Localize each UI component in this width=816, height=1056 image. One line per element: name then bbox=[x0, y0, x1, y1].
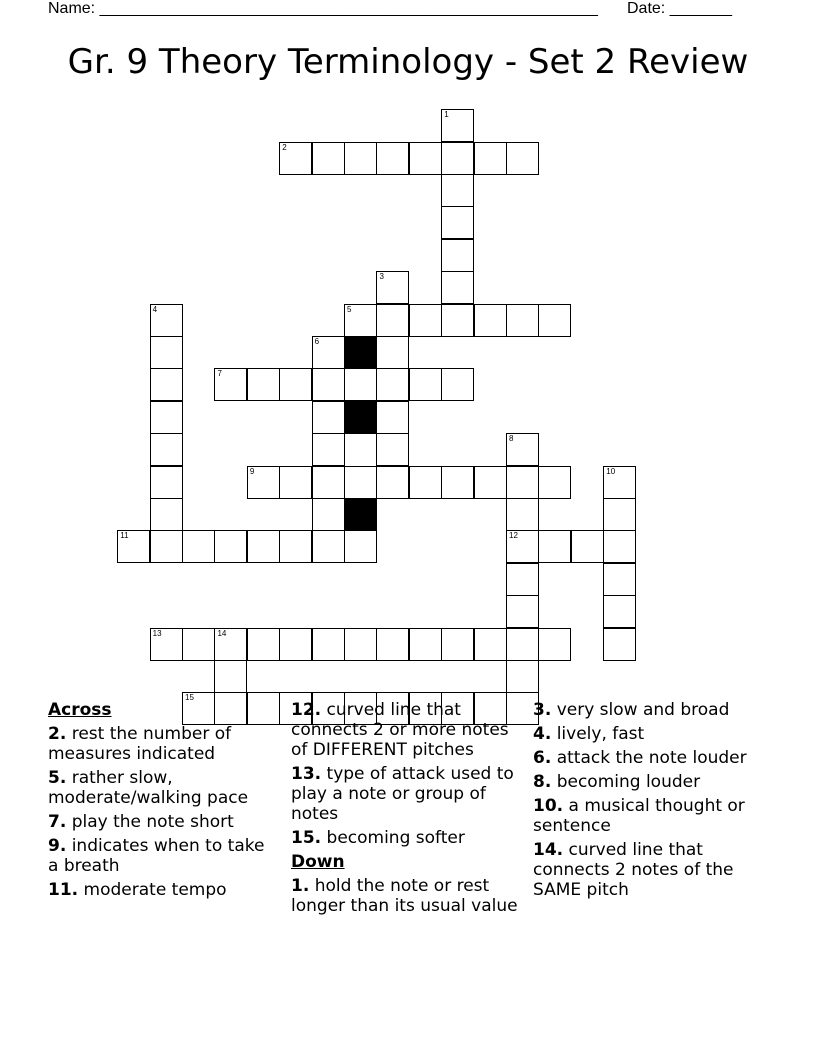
grid-cell[interactable] bbox=[538, 628, 571, 661]
grid-cell[interactable] bbox=[506, 466, 539, 499]
grid-cell[interactable] bbox=[506, 660, 539, 693]
grid-cell[interactable] bbox=[312, 628, 345, 661]
clue-down-6: 6. attack the note louder bbox=[533, 748, 747, 768]
grid-cell[interactable] bbox=[312, 530, 345, 563]
grid-cell[interactable] bbox=[441, 628, 474, 661]
grid-cell[interactable] bbox=[312, 368, 345, 401]
grid-cell[interactable] bbox=[376, 336, 409, 369]
clue-across-15: 15. becoming softer bbox=[291, 828, 465, 848]
grid-cell-blocked bbox=[344, 498, 377, 531]
grid-cell[interactable] bbox=[538, 304, 571, 337]
grid-cell[interactable] bbox=[441, 142, 474, 175]
grid-cell[interactable] bbox=[279, 628, 312, 661]
grid-cell[interactable] bbox=[603, 628, 636, 661]
clue-number-7: 7 bbox=[217, 369, 222, 379]
clue-across-2: 2. rest the number of measures indicated bbox=[48, 724, 232, 764]
grid-cell[interactable] bbox=[506, 498, 539, 531]
grid-cell[interactable] bbox=[376, 271, 409, 304]
clue-across-5: 5. rather slow, moderate/walking pace bbox=[48, 768, 249, 808]
down-clues-column bbox=[533, 700, 773, 904]
grid-cell[interactable] bbox=[150, 368, 183, 401]
down-heading: Down bbox=[291, 852, 345, 872]
grid-cell[interactable] bbox=[214, 368, 247, 401]
clue-down-4: 4. lively, fast bbox=[533, 724, 645, 744]
grid-cell[interactable] bbox=[603, 530, 636, 563]
date-line[interactable]: Date: _______ bbox=[627, 0, 732, 17]
grid-cell[interactable] bbox=[150, 498, 183, 531]
grid-cell[interactable] bbox=[312, 401, 345, 434]
grid-cell[interactable] bbox=[344, 142, 377, 175]
grid-cell[interactable] bbox=[344, 368, 377, 401]
grid-cell[interactable] bbox=[441, 174, 474, 207]
name-line[interactable]: Name: ________________________________________________________ bbox=[48, 0, 598, 17]
clue-number-13: 13 bbox=[152, 628, 162, 638]
grid-cell[interactable] bbox=[409, 628, 442, 661]
grid-cell[interactable] bbox=[312, 466, 345, 499]
grid-cell[interactable] bbox=[376, 401, 409, 434]
grid-cell[interactable] bbox=[150, 628, 183, 661]
clue-across-13: 13. type of attack used to play a note or group of notes bbox=[291, 764, 514, 824]
grid-cell[interactable] bbox=[506, 595, 539, 628]
grid-cell[interactable] bbox=[571, 530, 604, 563]
grid-cell[interactable] bbox=[214, 530, 247, 563]
grid-cell[interactable] bbox=[247, 530, 280, 563]
grid-cell[interactable] bbox=[182, 628, 215, 661]
clue-number-6: 6 bbox=[314, 337, 320, 347]
grid-cell[interactable] bbox=[214, 660, 247, 693]
clue-number-2: 2 bbox=[282, 142, 287, 152]
grid-cell[interactable] bbox=[182, 530, 215, 563]
clue-number-4: 4 bbox=[152, 304, 158, 314]
grid-cell[interactable] bbox=[603, 595, 636, 628]
grid-cell[interactable] bbox=[344, 628, 377, 661]
grid-cell[interactable] bbox=[312, 336, 345, 369]
grid-cell[interactable] bbox=[279, 368, 312, 401]
grid-cell[interactable] bbox=[279, 466, 312, 499]
grid-cell[interactable] bbox=[441, 466, 474, 499]
grid-cell[interactable] bbox=[506, 142, 539, 175]
grid-cell[interactable] bbox=[506, 433, 539, 466]
grid-cell[interactable] bbox=[214, 628, 247, 661]
grid-cell[interactable] bbox=[441, 368, 474, 401]
grid-cell[interactable] bbox=[344, 530, 377, 563]
clue-across-9: 9. indicates when to take a breath bbox=[48, 836, 265, 876]
clue-number-3: 3 bbox=[379, 272, 384, 282]
clue-across-7: 7. play the note short bbox=[48, 812, 234, 832]
grid-cell[interactable] bbox=[117, 530, 150, 563]
grid-cell-blocked bbox=[344, 401, 377, 434]
grid-cell[interactable] bbox=[409, 304, 442, 337]
grid-cell[interactable] bbox=[150, 304, 183, 337]
grid-cell[interactable] bbox=[474, 304, 507, 337]
clue-down-10: 10. a musical thought or sentence bbox=[533, 796, 745, 836]
grid-cell[interactable] bbox=[376, 433, 409, 466]
grid-cell[interactable] bbox=[376, 466, 409, 499]
grid-cell[interactable] bbox=[376, 368, 409, 401]
grid-cell[interactable] bbox=[441, 206, 474, 239]
grid-cell[interactable] bbox=[150, 401, 183, 434]
grid-cell[interactable] bbox=[441, 239, 474, 272]
grid-cell[interactable] bbox=[247, 368, 280, 401]
grid-cell-blocked bbox=[344, 336, 377, 369]
grid-cell[interactable] bbox=[603, 563, 636, 596]
grid-cell[interactable] bbox=[409, 466, 442, 499]
grid-cell[interactable] bbox=[409, 368, 442, 401]
clue-number-1: 1 bbox=[444, 110, 449, 120]
grid-cell[interactable] bbox=[441, 109, 474, 142]
clue-number-10: 10 bbox=[606, 466, 616, 476]
grid-cell[interactable] bbox=[247, 628, 280, 661]
grid-cell[interactable] bbox=[474, 466, 507, 499]
across-heading: Across bbox=[48, 700, 112, 720]
grid-cell[interactable] bbox=[150, 466, 183, 499]
grid-cell[interactable] bbox=[506, 304, 539, 337]
clue-number-15: 15 bbox=[185, 693, 194, 703]
grid-cell[interactable] bbox=[474, 142, 507, 175]
page-title: Gr. 9 Theory Terminology - Set 2 Review bbox=[67, 42, 749, 82]
clue-down-3: 3. very slow and broad bbox=[533, 700, 730, 720]
clue-number-12: 12 bbox=[509, 531, 518, 541]
grid-cell[interactable] bbox=[312, 142, 345, 175]
grid-cell[interactable] bbox=[312, 433, 345, 466]
grid-cell[interactable] bbox=[506, 628, 539, 661]
grid-cell[interactable] bbox=[344, 304, 377, 337]
grid-cell[interactable] bbox=[150, 433, 183, 466]
grid-cell[interactable] bbox=[344, 466, 377, 499]
grid-cell[interactable] bbox=[603, 498, 636, 531]
grid-cell[interactable] bbox=[150, 530, 183, 563]
grid-cell[interactable] bbox=[376, 304, 409, 337]
clue-number-11: 11 bbox=[120, 531, 129, 541]
grid-cell[interactable] bbox=[279, 530, 312, 563]
clue-across-12: 12. curved line that connects 2 or more notes of DIFFERENT pitches bbox=[291, 700, 509, 760]
clue-down-1: 1. hold the note or rest longer than its usual value bbox=[291, 876, 518, 916]
clue-number-5: 5 bbox=[347, 304, 352, 314]
grid-cell[interactable] bbox=[279, 142, 312, 175]
grid-cell[interactable] bbox=[441, 304, 474, 337]
grid-cell[interactable] bbox=[538, 530, 571, 563]
grid-cell[interactable] bbox=[603, 466, 636, 499]
grid-cell[interactable] bbox=[474, 628, 507, 661]
grid-cell[interactable] bbox=[247, 466, 280, 499]
middle-clues-column bbox=[291, 700, 527, 920]
clue-down-8: 8. becoming louder bbox=[533, 772, 701, 792]
clue-across-11: 11. moderate tempo bbox=[48, 880, 227, 900]
grid-cell[interactable] bbox=[538, 466, 571, 499]
clue-number-14: 14 bbox=[217, 628, 227, 638]
clue-number-8: 8 bbox=[509, 434, 514, 444]
grid-cell[interactable] bbox=[506, 530, 539, 563]
clue-down-14: 14. curved line that connects 2 notes of the SAME pitch bbox=[533, 840, 734, 900]
grid-cell[interactable] bbox=[312, 498, 345, 531]
grid-cell[interactable] bbox=[376, 142, 409, 175]
grid-cell[interactable] bbox=[441, 271, 474, 304]
grid-cell[interactable] bbox=[150, 336, 183, 369]
grid-cell[interactable] bbox=[506, 563, 539, 596]
clue-number-9: 9 bbox=[249, 466, 255, 476]
grid-cell[interactable] bbox=[409, 142, 442, 175]
grid-cell[interactable] bbox=[376, 628, 409, 661]
across-clues-column bbox=[48, 700, 280, 904]
